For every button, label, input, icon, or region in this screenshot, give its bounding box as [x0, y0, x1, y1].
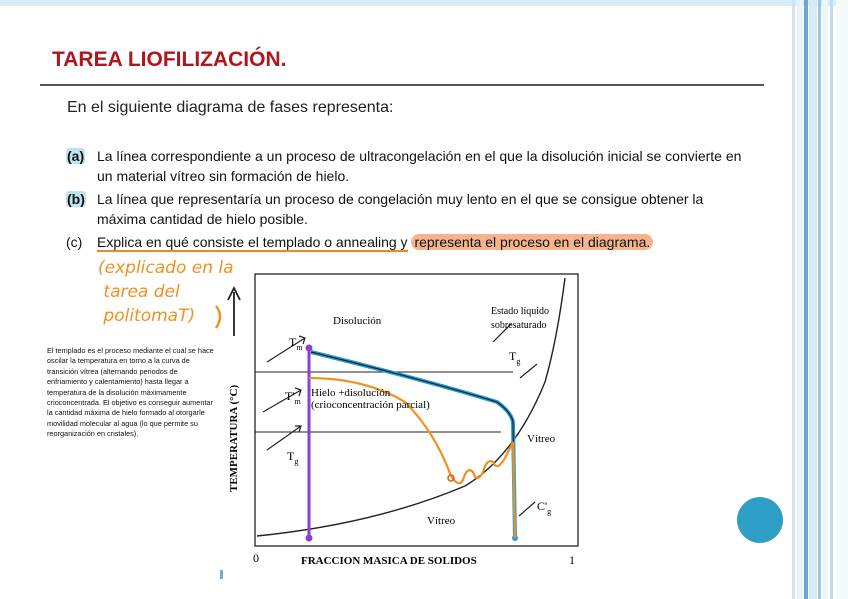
accent-circle [737, 497, 783, 543]
title-divider [40, 84, 764, 86]
task-c-text [97, 232, 746, 252]
region-ice-2: (crioconcentración parcial) [311, 399, 430, 411]
annealing-explanation: El templado es el proceso mediante el cual se hace oscilar la temperatura en torno a la curva de transición vítrea (alternando periodos de enfriamiento y calentamiento) hasta llegar a temperatura de la disolución máximamente crioconcentrada. El objetivo es conseguir aumentar la cantidad máxima de hielo formado al otorgarle movilidad molecular al agua (lo que permite su reorganización en cristales). [47, 346, 214, 439]
side-decoration [792, 0, 848, 599]
cg-arrow [519, 502, 535, 516]
region-glass-bottom: Vítreo [427, 515, 456, 527]
task-b-label: (b) [67, 191, 85, 207]
top-frame-bar [0, 0, 848, 6]
task-c [66, 232, 746, 252]
label-tm: $T_m$ [289, 335, 303, 352]
task-c-text-underlined: Explica en qué consiste el templado o annealing y [97, 234, 408, 250]
x-axis-label: FRACCION MASICA DE SOLIDOS [301, 555, 477, 567]
region-solution: Disolución [333, 315, 382, 327]
label-tg-left: $T_g$ [287, 449, 299, 466]
small-mark [220, 570, 223, 579]
task-c-text-highlighted: representa el proceso en el diagrama. [411, 234, 653, 250]
tg-arrow [267, 426, 301, 450]
slide-title: TAREA LIOFILIZACIÓN. [52, 48, 287, 71]
label-cg: $C'_g$ [537, 499, 552, 516]
task-a-label: (a) [67, 148, 85, 164]
ultra-start-point [306, 345, 313, 352]
intro-text: En el siguiente diagrama de fases representa: [67, 99, 394, 116]
label-tg-right: $T_g$ [509, 349, 521, 366]
task-list [66, 146, 746, 255]
region-ice-1: Hielo +disolución [311, 387, 391, 399]
region-glass-right: Vítreo [527, 433, 556, 445]
task-c-label: (c) [66, 234, 83, 250]
task-a-text: La línea correspondiente a un proceso de ultracongelación en el que la disolución inicial se convierte en un material vítreo sin formación de hielo. [97, 148, 742, 184]
label-tm-prime: $T'_m$ [285, 389, 301, 406]
region-supersat-1: Estado líquido [491, 306, 550, 317]
x-axis-min: 0 [253, 551, 259, 565]
x-axis-max: 1 [569, 553, 575, 567]
task-b [66, 189, 746, 229]
phase-diagram [215, 262, 585, 572]
y-axis-label: TEMPERATURA (°C) [228, 384, 240, 492]
handwritten-note: (explicado en la tarea del politomaT) [98, 258, 234, 326]
task-b-text: La línea que representaría un proceso de congelación muy lento en el que se consigue obtener la máxima cantidad de hielo posible. [97, 191, 704, 227]
region-supersat-2: sobresaturado [491, 320, 547, 331]
tg-right-arrow [520, 364, 537, 378]
ultra-end-point [306, 535, 313, 542]
task-a [66, 146, 746, 186]
